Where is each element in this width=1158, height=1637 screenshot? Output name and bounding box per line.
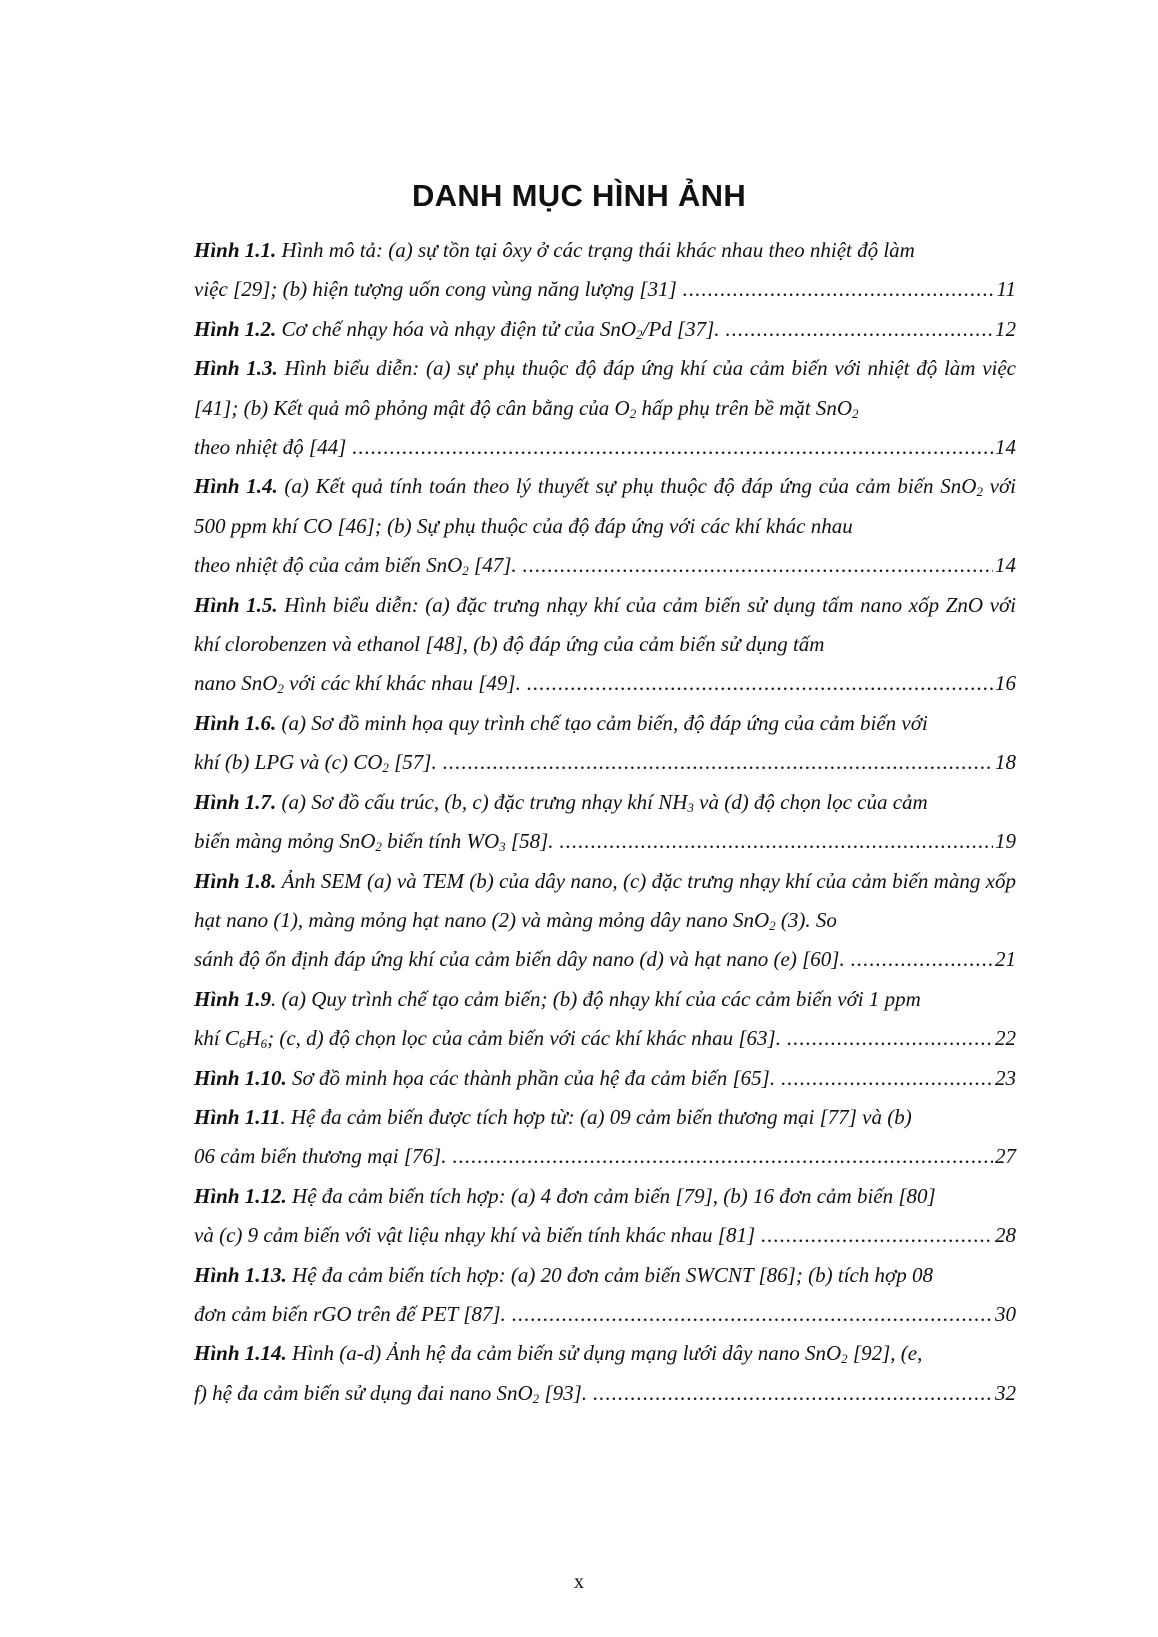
dot-leader — [523, 546, 993, 585]
figure-label: Hình 1.10. — [194, 1065, 287, 1090]
page-number: 16 — [995, 671, 1016, 696]
figure-caption: . (a) Quy trình chế tạo cảm biến; (b) độ nhạy khí của các cảm biến với 1 ppm — [271, 986, 921, 1011]
figure-entry — [194, 1098, 1016, 1177]
figure-caption: theo nhiệt độ [44] — [194, 435, 347, 460]
dot-leader — [781, 1059, 993, 1098]
dot-leader — [726, 310, 993, 349]
figure-entry: Hình 1.5. Hình biểu diễn: (a) đặc trưng nhạy khí của cảm biến sử dụng tấm nano xốp ZnO với khí clorobenzen và ethanol [48], (b) độ đáp ứng của cảm biến sử dụng tấm nano SnO$_2$ với các khí khác nhau [49]. ..... 16 — [194, 586, 1016, 704]
page-number: 12 — [995, 316, 1016, 341]
figure-caption: Hệ đa cảm biến tích hợp: (a) 4 đơn cảm biến [79], (b) 16 đơn cảm biến [80] — [286, 1183, 936, 1208]
caption-last-line — [194, 1019, 1016, 1058]
figure-entry: Hình 1.7. (a) Sơ đồ cấu trúc, (b, c) đặc trưng nhạy khí $NH_3$ và (d) độ chọn lọc của cảm biến màng mỏng SnO$_2$ biến tính $WO_3$ [58]. ..... 19 — [194, 783, 1016, 862]
figure-caption: khí $C_6H_6$; (c, d) độ chọn lọc của cảm biến với các khí khác nhau [63]. — [194, 1026, 781, 1052]
page-number: 32 — [995, 1380, 1016, 1405]
dot-leader — [452, 1137, 993, 1176]
dot-leader — [851, 940, 993, 979]
caption-last-line — [194, 1059, 1016, 1098]
page-number: 18 — [995, 750, 1016, 775]
caption-last-line — [194, 940, 1016, 979]
figure-caption: biến màng mỏng SnO$_2$ biến tính $WO_3$ [58]. — [194, 829, 554, 855]
figure-label: Hình 1.4. — [194, 474, 278, 499]
figure-entry — [194, 980, 1016, 1059]
caption-last-line — [194, 428, 1016, 467]
figure-caption: theo nhiệt độ của cảm biến SnO$_2$ [47]. — [194, 553, 517, 579]
figure-caption: (a) Sơ đồ minh họa quy trình chế tạo cảm biến, độ đáp ứng của cảm biến với — [276, 710, 928, 735]
dot-leader — [560, 822, 994, 861]
dot-leader — [593, 1374, 993, 1413]
page-number: 21 — [995, 947, 1016, 972]
figure-entry: Hình 1.3. Hình biểu diễn: (a) sự phụ thuộc độ đáp ứng khí của cảm biến với nhiệt độ làm việc [41]; (b) Kết quả mô phỏng mật độ cân bằng của $O_2$ hấp phụ trên bề mặt SnO$_2$ theo nhiệt độ [44] ..... 14 — [194, 349, 1016, 467]
dot-leader — [761, 1216, 993, 1255]
figure-entry: Hình 1.4. (a) Kết quả tính toán theo lý thuyết sự phụ thuộc độ đáp ứng của cảm biến SnO$_2$ với 500 ppm khí CO [46]; (b) Sự phụ thuộc của độ đáp ứng với các khí khác nhau theo nhiệt độ của cảm biến SnO$_2$ [47]. ..... 14 — [194, 467, 1016, 585]
caption-last-line — [194, 546, 1016, 585]
figure-caption: 06 cảm biến thương mại [76]. — [194, 1144, 447, 1169]
caption-last-line — [194, 1216, 1016, 1255]
caption-last-line — [194, 310, 1016, 349]
figure-entry: Hình 1.14. Hình (a-d) Ảnh hệ đa cảm biến sử dụng mạng lưới dây nano SnO$_2$ [92], (e, f) hệ đa cảm biến sử dụng đai nano SnO$_2$ [93]. ..... 32 — [194, 1334, 1016, 1413]
figure-caption: Hình 1.2. Cơ chế nhạy hóa và nhạy điện tử của SnO$_2$/Pd [37]. — [194, 316, 720, 342]
dot-leader — [527, 664, 993, 703]
caption-last-line — [194, 1137, 1016, 1176]
caption-last-line — [194, 822, 1016, 861]
figure-label: Hình 1.11 — [194, 1104, 281, 1129]
page-number: 23 — [995, 1065, 1016, 1090]
page-number: 28 — [995, 1223, 1016, 1248]
figure-caption: nano SnO$_2$ với các khí khác nhau [49]. — [194, 671, 521, 697]
figure-entry — [194, 231, 1016, 310]
page-number: 14 — [995, 435, 1016, 460]
dot-leader — [512, 1295, 993, 1334]
figure-entry — [194, 1059, 1016, 1098]
dot-leader — [787, 1019, 993, 1058]
caption-last-line — [194, 743, 1016, 782]
figure-label: Hình 1.1. — [194, 238, 277, 262]
figure-caption: Ảnh SEM (a) và TEM (b) của dây nano, (c) đặc trưng nhạy khí của cảm biến — [276, 868, 929, 893]
figure-entry — [194, 1256, 1016, 1335]
figure-caption: Hình biểu diễn: (a) đặc trưng nhạy khí của cảm biến sử dụng tấm nano xốp — [277, 592, 940, 617]
caption-last-line — [194, 270, 1016, 309]
figure-caption: và (c) 9 cảm biến với vật liệu nhạy khí và biến tính khác nhau [81] — [194, 1223, 756, 1248]
caption-last-line — [194, 1295, 1016, 1334]
page-number: 19 — [995, 829, 1016, 854]
figure-caption: . Hệ đa cảm biến được tích hợp từ: (a) 09 cảm biến thương mại [77] và (b) — [280, 1104, 912, 1129]
figure-label: Hình 1.7. — [194, 789, 277, 814]
dot-leader — [683, 270, 995, 309]
page-number: 30 — [995, 1301, 1016, 1326]
figure-entry — [194, 310, 1016, 349]
figure-list — [194, 231, 1016, 1413]
figure-label: Hình 1.2. — [194, 316, 277, 341]
page-number: 11 — [996, 277, 1016, 302]
figure-caption: Hình 1.10. Sơ đồ minh họa các thành phần của hệ đa cảm biến [65]. — [194, 1065, 776, 1090]
figure-entry — [194, 704, 1016, 783]
figure-label: Hình 1.6. — [194, 710, 277, 735]
figure-caption: sánh độ ổn định đáp ứng khí của cảm biến dây nano (d) và hạt nano (e) [60]. — [194, 947, 845, 972]
page-footer-number: x — [574, 1571, 584, 1593]
figure-label: Hình 1.12. — [194, 1183, 287, 1208]
figure-label: Hình 1.3. — [194, 356, 278, 381]
figure-caption: Hình mô tả: (a) sự tồn tại ôxy ở các trạng thái khác nhau theo nhiệt độ làm — [276, 238, 915, 262]
page-title: DANH MỤC HÌNH ẢNH — [411, 178, 747, 213]
figure-caption: việc [29]; (b) hiện tượng uốn cong vùng năng lượng [31] — [194, 277, 677, 302]
caption-last-line — [194, 664, 1016, 703]
page-number: 27 — [995, 1144, 1016, 1169]
page-number: 14 — [995, 553, 1016, 578]
figure-caption: (a) Kết quả tính toán theo lý thuyết sự phụ thuộc độ đáp ứng của cảm biến — [277, 474, 934, 499]
figure-entry — [194, 1177, 1016, 1256]
figure-caption: Hệ đa cảm biến tích hợp: (a) 20 đơn cảm biến SWCNT [86]; (b) tích hợp 08 — [286, 1262, 934, 1287]
figure-label: Hình 1.13. — [194, 1262, 287, 1287]
figure-label: Hình 1.5. — [194, 592, 278, 617]
figure-caption: khí (b) LPG và (c) $CO_2$ [57]. — [194, 750, 437, 776]
figure-caption: Hình biểu diễn: (a) sự phụ thuộc độ đáp ứng khí của cảm biến với nhiệt độ — [277, 356, 938, 381]
caption-last-line — [194, 1374, 1016, 1413]
dot-leader — [352, 428, 993, 467]
figure-label: Hình 1.8. — [194, 868, 277, 893]
figure-label: Hình 1.14. — [194, 1341, 287, 1366]
dot-leader — [443, 743, 993, 782]
figure-entry: Hình 1.8. Ảnh SEM (a) và TEM (b) của dây nano, (c) đặc trưng nhạy khí của cảm biến màng xốp hạt nano (1), màng mỏng hạt nano (2) và màng mỏng dây nano SnO$_2$ (3). So sánh độ ổn định đáp ứng khí của cảm biến dây nano (d) và hạt nano (e) [60]. ..... 21 — [194, 862, 1016, 980]
figure-caption: đơn cảm biến rGO trên đế PET [87]. — [194, 1301, 506, 1326]
figure-caption: f) hệ đa cảm biến sử dụng đai nano SnO$_2$ [93]. — [194, 1380, 588, 1406]
page-number: 22 — [995, 1026, 1016, 1051]
figure-label: Hình 1.9 — [194, 986, 272, 1011]
